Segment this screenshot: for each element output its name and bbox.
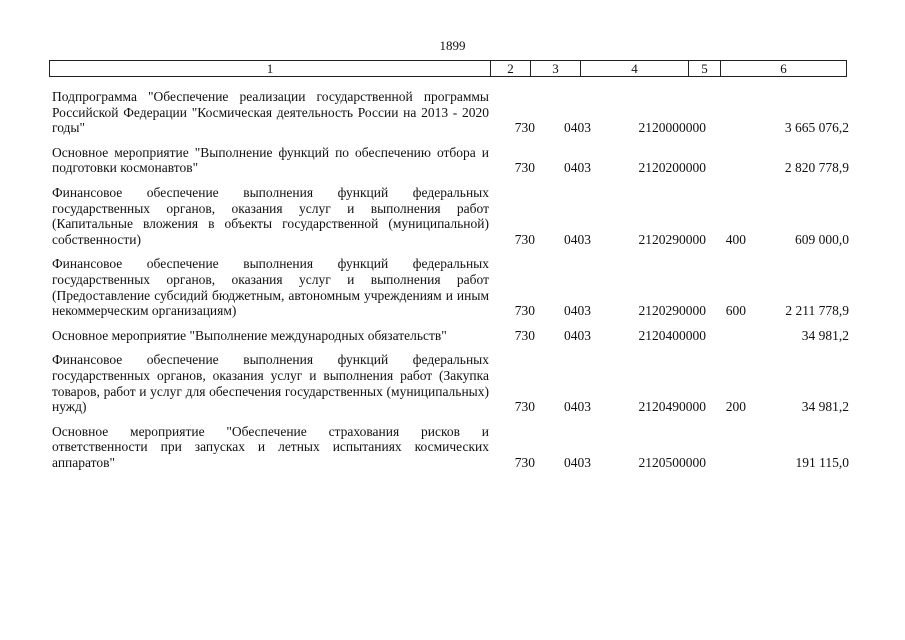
table-row [52, 352, 852, 414]
row-col4: 2120500000 [638, 454, 706, 470]
table-row [52, 424, 852, 471]
header-col-3: 3 [531, 61, 581, 76]
row-col6: 2 211 778,9 [785, 303, 849, 319]
row-col5: 200 [725, 399, 746, 415]
row-description: Подпрограмма "Обеспечение реализации государственной программы Российской Федерации "Космическая деятельность России на 2013 - 2020 годы" [52, 89, 489, 136]
header-col-4: 4 [581, 61, 689, 76]
row-col2: 730 [514, 454, 535, 470]
header-col-5: 5 [689, 61, 721, 76]
row-col4: 2120200000 [638, 160, 706, 176]
row-col4: 2120290000 [638, 303, 706, 319]
table-header [49, 60, 847, 77]
row-col4: 2120290000 [638, 231, 706, 247]
table-row [52, 185, 852, 247]
row-col6: 2 820 778,9 [784, 160, 849, 176]
row-col2: 730 [514, 231, 535, 247]
row-col3: 0403 [564, 399, 591, 415]
row-col5: 600 [725, 303, 746, 319]
row-description: Основное мероприятие "Выполнение международных обязательств" [52, 327, 447, 343]
header-col-2: 2 [491, 61, 531, 76]
row-col4: 2120000000 [638, 120, 706, 136]
row-description: Финансовое обеспечение выполнения функций федеральных государственных органов, оказания услуг и выполнения работ (Капитальные вложения в объекты государственной (муниципальной) собственности) [52, 184, 489, 247]
table-body [52, 89, 852, 479]
row-col2: 730 [514, 327, 535, 343]
row-col3: 0403 [564, 303, 591, 319]
row-col3: 0403 [564, 327, 591, 343]
row-description: Основное мероприятие "Обеспечение страхования рисков и ответственности при запусках и летных испытаниях космических аппаратов" [52, 423, 489, 470]
row-col2: 730 [514, 120, 535, 136]
row-col5: 400 [725, 231, 746, 247]
row-col2: 730 [514, 160, 535, 176]
page-number: 1899 [439, 38, 466, 53]
row-col6: 191 115,0 [795, 454, 849, 470]
row-description: Финансовое обеспечение выполнения функций федеральных государственных органов, оказания услуг и выполнения работ (Предоставление субсидий бюджетным, автономным учреждениям и иным некоммерческим организациям) [52, 256, 489, 319]
row-col6: 34 981,2 [801, 327, 849, 343]
row-col4: 2120400000 [638, 327, 706, 343]
header-col-1: 1 [50, 61, 491, 76]
row-col4: 2120490000 [638, 399, 706, 415]
table-row [52, 328, 852, 344]
row-col3: 0403 [564, 454, 591, 470]
row-col3: 0403 [564, 231, 591, 247]
row-col3: 0403 [564, 160, 591, 176]
row-col3: 0403 [564, 120, 591, 136]
row-col6: 34 981,2 [801, 399, 849, 415]
table-row [52, 256, 852, 318]
row-col6: 609 000,0 [795, 231, 849, 247]
row-col2: 730 [514, 303, 535, 319]
row-description: Основное мероприятие "Выполнение функций по обеспечению отбора и подготовки космонавтов" [52, 144, 489, 176]
table-row [52, 89, 852, 136]
row-col2: 730 [514, 399, 535, 415]
header-col-6: 6 [780, 61, 787, 76]
row-col6: 3 665 076,2 [784, 120, 849, 136]
row-description: Финансовое обеспечение выполнения функций федеральных государственных органов, оказания услуг и выполнения работ (Закупка товаров, работ и услуг для обеспечения государственных (муниципальных) нужд) [52, 352, 489, 415]
table-row [52, 145, 852, 176]
